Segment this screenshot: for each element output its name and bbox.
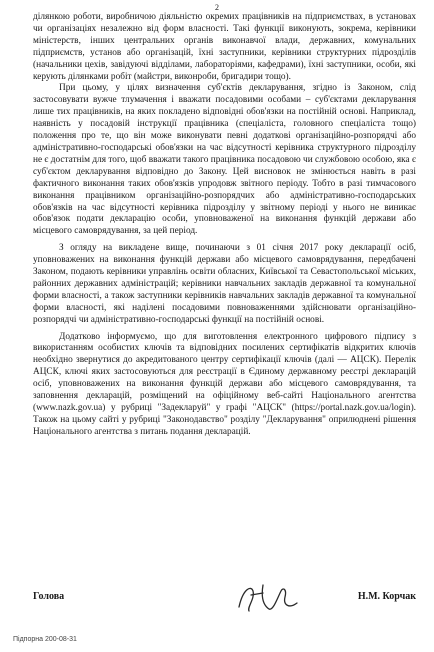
footer-note: Підпорна 200-08-31 bbox=[13, 636, 77, 643]
paragraph-digital-signature: Додатково інформуємо, що для виготовлення електронного цифрового підпису з використанням особистих ключів та відповідних посилених сертифікатів відкритих ключів необхідно звернутися до акредитованого центру сертифікації ключів (далі — АЦСК). Перелік АЦСК, ключі яких застосовуються для реєстрації в Єдиному державному реєстрі декларацій осіб, уповноважених на виконання функцій держави або місцевого самоврядування, та заповнення декларацій, розміщений на офіційному веб-сайті Національного агентства (www.nazk.gov.ua) у рубриці "Задекларуй" у графі "АЦСК" (https://portal.nazk.gov.ua/login). Також на цьому сайті у рубриці "Законодавство" розділу "Декларування" оприлюднені рішення Національного агентства з питань подання декларацій. bbox=[33, 331, 416, 437]
signature-block bbox=[33, 585, 416, 615]
signatory-name: Н.М. Корчак bbox=[357, 591, 416, 602]
letter-body bbox=[33, 12, 416, 439]
paragraph-who-files: З огляду на викладене вище, починаючи з 01 січня 2017 року декларації осіб, уповноважених на виконання функцій держави або місцевого самоврядування, передбачені Законом, подають керівники управлінь освіти обласних, Київської та Севастопольської міських, районних державних адміністрацій; керівники навчальних закладів державної та комунальної форми власності, а також заступники керівників навчальних закладів державної та комунальної форми власності, які наділені посадовими повноваженнями здійснювати організаційно-розпорядчі чи адміністративно-господарські функції на постійній основі. bbox=[33, 243, 416, 325]
paragraph-continuation: ділянкою роботи, виробничою діяльністю окремих працівників на підприємствах, в установах чи організаціях незалежно від форм власності. Такі функції виконують, зокрема, керівники міністерств, інших центральних органів виконавчої влади, державних, комунальних підприємств, установ або організацій, їхні заступники, керівники структурних підрозділів (начальники цехів, завідуючі відділами, лабораторіями, кафедрами), їхні заступники, особи, які керують ділянками робіт (майстри, виконроби, бригадири тощо). bbox=[33, 12, 416, 82]
handwritten-signature-icon bbox=[233, 581, 303, 615]
page-number: 2 bbox=[215, 3, 219, 12]
paragraph-declaration-subjects: При цьому, у цілях визначення суб'єктів декларування, згідно із Законом, слід застосовувати вужче тлумачення і вважати посадовими особами – суб'єктами декларування лише тих працівників, на яких покладено відповідні обов'язки на постійній основі. Наприклад, наявність у посадовій інструкції працівника (спеціаліста, головного спеціаліста тощо) положення про те, що він може виконувати певні додаткові організаційно-розпорядчі або адміністративно-господарські обов'язки на час відсутності керівника структурного підрозділу не є достатнім для того, щоб вважати такого працівника посадовою чи службовою особою, яка є суб'єктом декларування відповідно до Закону. Цей висновок не змінюється навіть в разі фактичного виконання таких обов'язків упродовж звітного періоду. Тобто в разі тимчасового виконання працівником організаційно-розпорядчих або адміністративно-господарських обов'язків на час відсутності керівника підрозділу у звітному періоді у нього не виникає обов'язок подати декларацію особи, уповноваженої на виконання функцій держави або місцевого самоврядування, за цей період. bbox=[33, 83, 416, 237]
signatory-role: Голова bbox=[33, 591, 65, 602]
